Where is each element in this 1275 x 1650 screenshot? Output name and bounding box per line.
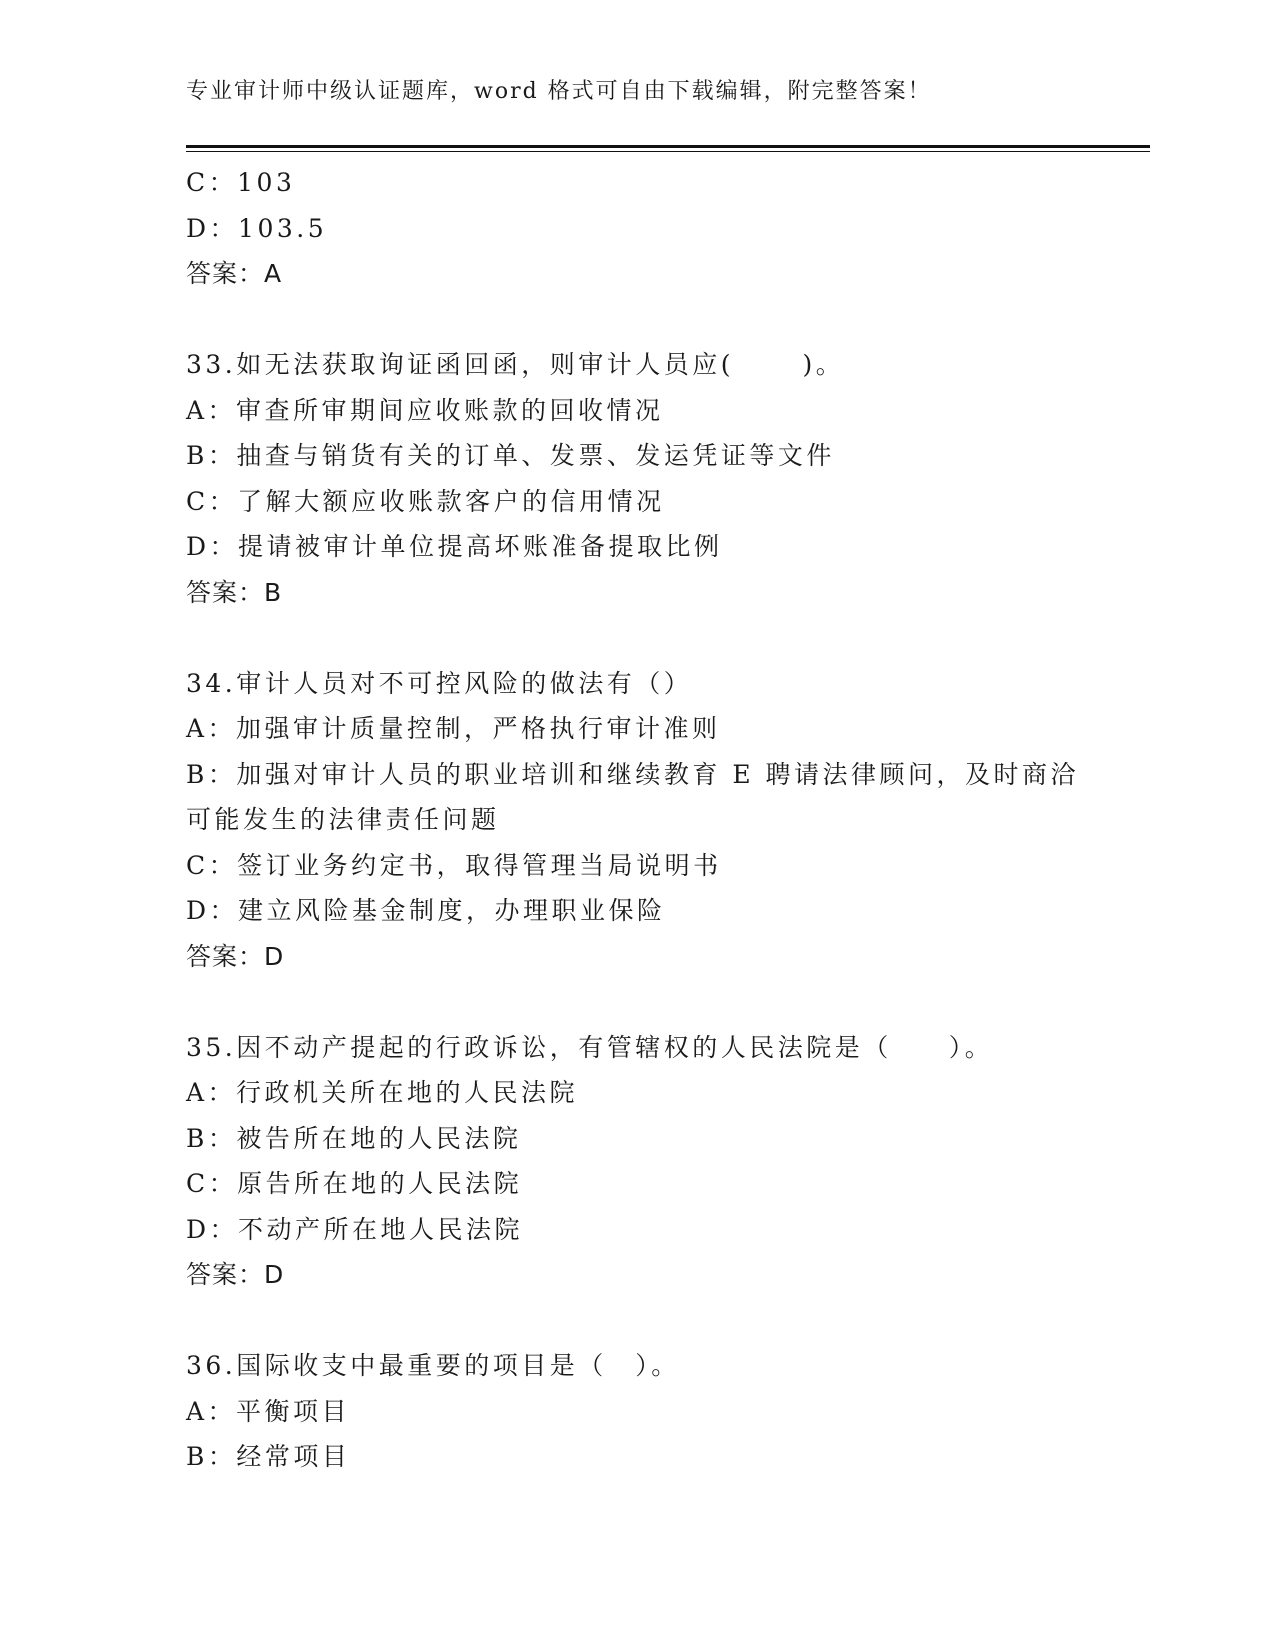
option-b-continued: 可能发生的法律责任问题 bbox=[186, 805, 500, 834]
page-header: 专业审计师中级认证题库，word 格式可自由下载编辑，附完整答案！ bbox=[186, 79, 932, 104]
question-35 bbox=[186, 1025, 1086, 1298]
prev-question-tail bbox=[186, 160, 1086, 297]
option-b: B：经常项目 bbox=[186, 1442, 351, 1471]
option-d: D：103.5 bbox=[186, 213, 328, 243]
option-a: A：审查所审期间应收账款的回收情况 bbox=[186, 395, 664, 425]
answer-line: 答案：A bbox=[186, 259, 283, 288]
option-c: C：了解大额应收账款客户的信用情况 bbox=[186, 486, 665, 516]
question-34 bbox=[186, 661, 1086, 980]
question-stem: 36.国际收支中最重要的项目是（ ）。 bbox=[186, 1351, 680, 1380]
option-b: B：抽查与销货有关的订单、发票、发运凭证等文件 bbox=[186, 441, 835, 470]
question-36 bbox=[186, 1343, 1086, 1480]
option-b: B：加强对审计人员的职业培训和继续教育 E 聘请法律顾问，及时商洽 bbox=[186, 759, 1080, 789]
option-c: C：签订业务约定书，取得管理当局说明书 bbox=[186, 850, 722, 880]
option-d: D：提请被审计单位提高坏账准备提取比例 bbox=[186, 532, 723, 561]
option-d: D：建立风险基金制度，办理职业保险 bbox=[186, 896, 666, 925]
header-rule-thin bbox=[186, 151, 1150, 152]
header-rule-thick bbox=[186, 145, 1150, 148]
option-d: D：不动产所在地人民法院 bbox=[186, 1214, 524, 1244]
question-list bbox=[186, 160, 1086, 1480]
option-a: A：加强审计质量控制，严格执行审计准则 bbox=[186, 714, 721, 743]
option-b: B：被告所在地的人民法院 bbox=[186, 1123, 522, 1153]
answer-line: 答案：B bbox=[186, 577, 283, 607]
question-33 bbox=[186, 342, 1086, 615]
question-stem: 33.如无法获取询证函回函，则审计人员应( )。 bbox=[186, 350, 845, 379]
question-stem: 35.因不动产提起的行政诉讼，有管辖权的人民法院是（ ）。 bbox=[186, 1032, 994, 1062]
question-stem: 34.审计人员对不可控风险的做法有（） bbox=[186, 668, 693, 698]
answer-line: 答案：D bbox=[186, 941, 285, 971]
answer-line: 答案：D bbox=[186, 1260, 285, 1289]
option-a: A：行政机关所在地的人民法院 bbox=[186, 1078, 579, 1107]
option-c: C：103 bbox=[186, 168, 296, 197]
option-c: C：原告所在地的人民法院 bbox=[186, 1169, 523, 1198]
option-a: A：平衡项目 bbox=[186, 1396, 351, 1426]
